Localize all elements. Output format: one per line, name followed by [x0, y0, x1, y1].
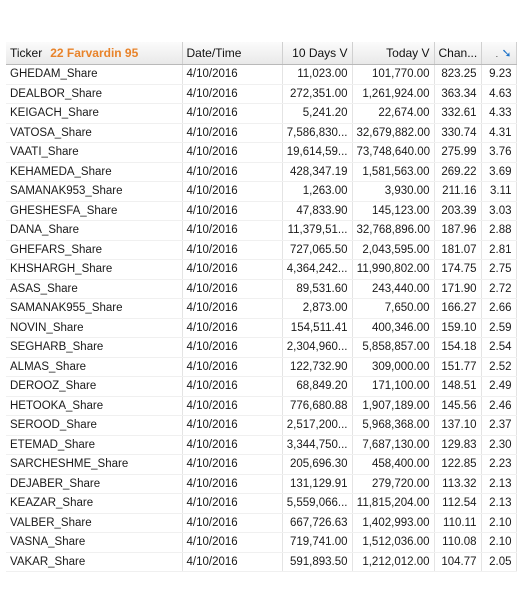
cell-change: 129.83 [434, 435, 481, 455]
cell-date: 4/10/2016 [182, 260, 282, 280]
cell-last: 9.23 [481, 65, 516, 85]
cell-change: 166.27 [434, 299, 481, 319]
cell-ticker: DEJABER_Share [6, 474, 182, 494]
cell-change: 823.25 [434, 65, 481, 85]
cell-ticker: KEAZAR_Share [6, 494, 182, 514]
column-header-change[interactable] [434, 42, 481, 65]
cell-date: 4/10/2016 [182, 357, 282, 377]
cell-date: 4/10/2016 [182, 435, 282, 455]
cell-ten-days-volume: 68,849.20 [282, 377, 352, 397]
cell-change: 122.85 [434, 455, 481, 475]
table-row[interactable] [6, 260, 516, 280]
cell-date: 4/10/2016 [182, 377, 282, 397]
cell-change: 174.75 [434, 260, 481, 280]
cell-change: 187.96 [434, 221, 481, 241]
cell-date: 4/10/2016 [182, 143, 282, 163]
cell-ticker: VALBER_Share [6, 513, 182, 533]
cell-ten-days-volume: 47,833.90 [282, 201, 352, 221]
table-row[interactable] [6, 299, 516, 319]
cell-ten-days-volume: 205,696.30 [282, 455, 352, 475]
cell-today-volume: 145,123.00 [352, 201, 434, 221]
column-header-ten-days-volume[interactable] [282, 42, 352, 65]
cell-ticker: GHEDAM_Share [6, 65, 182, 85]
cell-last: 4.31 [481, 123, 516, 143]
table-row[interactable] [6, 279, 516, 299]
cell-date: 4/10/2016 [182, 279, 282, 299]
cell-date: 4/10/2016 [182, 416, 282, 436]
cell-date: 4/10/2016 [182, 65, 282, 85]
cell-today-volume: 171,100.00 [352, 377, 434, 397]
cell-last: 2.13 [481, 494, 516, 514]
cell-change: 113.32 [434, 474, 481, 494]
cell-ten-days-volume: 11,379,51... [282, 221, 352, 241]
cell-ticker: SEGHARB_Share [6, 338, 182, 358]
cell-date: 4/10/2016 [182, 299, 282, 319]
table-row[interactable] [6, 221, 516, 241]
cell-ticker: VATOSA_Share [6, 123, 182, 143]
cell-last: 3.76 [481, 143, 516, 163]
ten-days-header-label: 10 Days V [292, 46, 348, 60]
cell-ticker: DEROOZ_Share [6, 377, 182, 397]
cell-ticker: ALMAS_Share [6, 357, 182, 377]
cell-today-volume: 22,674.00 [352, 104, 434, 124]
cell-ten-days-volume: 1,263.00 [282, 182, 352, 202]
cell-ticker: SAMANAK955_Share [6, 299, 182, 319]
cell-last: 2.23 [481, 455, 516, 475]
cell-today-volume: 1,581,563.00 [352, 162, 434, 182]
cell-last: 2.49 [481, 377, 516, 397]
cell-ten-days-volume: 428,347.19 [282, 162, 352, 182]
cell-today-volume: 309,000.00 [352, 357, 434, 377]
table-row[interactable] [6, 552, 516, 572]
table-row[interactable] [6, 104, 516, 124]
cell-today-volume: 1,261,924.00 [352, 84, 434, 104]
cell-today-volume: 73,748,640.00 [352, 143, 434, 163]
table-row[interactable] [6, 338, 516, 358]
cell-date: 4/10/2016 [182, 240, 282, 260]
cell-ticker: VAATI_Share [6, 143, 182, 163]
cell-today-volume: 458,400.00 [352, 455, 434, 475]
cell-change: 110.11 [434, 513, 481, 533]
column-header-ticker[interactable] [6, 42, 182, 65]
table-row[interactable] [6, 123, 516, 143]
cell-last: 3.03 [481, 201, 516, 221]
cell-ten-days-volume: 4,364,242... [282, 260, 352, 280]
table-row[interactable] [6, 143, 516, 163]
cell-ticker: GHESHESFA_Share [6, 201, 182, 221]
cell-last: 4.33 [481, 104, 516, 124]
cell-date: 4/10/2016 [182, 318, 282, 338]
cell-ten-days-volume: 122,732.90 [282, 357, 352, 377]
cell-today-volume: 2,043,595.00 [352, 240, 434, 260]
cell-ten-days-volume: 11,023.00 [282, 65, 352, 85]
cell-ticker: SARCHESHME_Share [6, 455, 182, 475]
cell-last: 2.05 [481, 552, 516, 572]
cell-date: 4/10/2016 [182, 162, 282, 182]
table-row[interactable] [6, 396, 516, 416]
cell-ten-days-volume: 719,741.00 [282, 533, 352, 553]
cell-date: 4/10/2016 [182, 182, 282, 202]
cell-last: 2.54 [481, 338, 516, 358]
cell-today-volume: 400,346.00 [352, 318, 434, 338]
cell-ticker: DEALBOR_Share [6, 84, 182, 104]
table-row[interactable] [6, 416, 516, 436]
table-row[interactable] [6, 357, 516, 377]
cell-today-volume: 7,687,130.00 [352, 435, 434, 455]
cell-ten-days-volume: 727,065.50 [282, 240, 352, 260]
cell-ticker: HETOOKA_Share [6, 396, 182, 416]
cell-date: 4/10/2016 [182, 533, 282, 553]
cell-ten-days-volume: 89,531.60 [282, 279, 352, 299]
column-header-today-volume[interactable] [352, 42, 434, 65]
cell-change: 151.77 [434, 357, 481, 377]
cell-last: 3.11 [481, 182, 516, 202]
cell-today-volume: 11,815,204.00 [352, 494, 434, 514]
cell-change: 171.90 [434, 279, 481, 299]
cell-today-volume: 1,212,012.00 [352, 552, 434, 572]
grid-header [6, 42, 516, 65]
cell-change: 332.61 [434, 104, 481, 124]
cell-last: 4.63 [481, 84, 516, 104]
cell-ticker: DANA_Share [6, 221, 182, 241]
cell-ticker: SEROOD_Share [6, 416, 182, 436]
cell-today-volume: 243,440.00 [352, 279, 434, 299]
cell-last: 2.46 [481, 396, 516, 416]
cell-change: 110.08 [434, 533, 481, 553]
cell-change: 363.34 [434, 84, 481, 104]
table-row[interactable] [6, 201, 516, 221]
table-row[interactable] [6, 377, 516, 397]
cell-today-volume: 1,512,036.00 [352, 533, 434, 553]
cell-change: 148.51 [434, 377, 481, 397]
cell-today-volume: 5,858,857.00 [352, 338, 434, 358]
cell-last: 2.72 [481, 279, 516, 299]
cell-date: 4/10/2016 [182, 455, 282, 475]
table-row[interactable] [6, 474, 516, 494]
cell-today-volume: 5,968,368.00 [352, 416, 434, 436]
cell-date: 4/10/2016 [182, 513, 282, 533]
cell-change: 159.10 [434, 318, 481, 338]
cell-ticker: KEIGACH_Share [6, 104, 182, 124]
cell-ten-days-volume: 2,873.00 [282, 299, 352, 319]
cell-ticker: KEHAMEDA_Share [6, 162, 182, 182]
ticker-header-label: Ticker [10, 46, 43, 60]
cell-ten-days-volume: 776,680.88 [282, 396, 352, 416]
cell-ten-days-volume: 7,586,830... [282, 123, 352, 143]
cell-change: 269.22 [434, 162, 481, 182]
cell-date: 4/10/2016 [182, 396, 282, 416]
change-header-label: Chan... [438, 46, 478, 60]
table-row[interactable] [6, 455, 516, 475]
cell-date: 4/10/2016 [182, 201, 282, 221]
cell-last: 3.69 [481, 162, 516, 182]
cell-ticker: SAMANAK953_Share [6, 182, 182, 202]
cell-change: 137.10 [434, 416, 481, 436]
cell-last: 2.10 [481, 533, 516, 553]
date-label: 22 Farvardin 95 [50, 46, 139, 60]
today-header-label: Today V [386, 46, 430, 60]
cell-ticker: ETEMAD_Share [6, 435, 182, 455]
cell-ticker: GHEFARS_Share [6, 240, 182, 260]
table-row[interactable] [6, 182, 516, 202]
cell-last: 2.30 [481, 435, 516, 455]
cell-ten-days-volume: 19,614,59... [282, 143, 352, 163]
cell-date: 4/10/2016 [182, 221, 282, 241]
cell-date: 4/10/2016 [182, 84, 282, 104]
refresh-arrow-icon: ➘ [501, 46, 512, 60]
cell-ten-days-volume: 5,559,066... [282, 494, 352, 514]
cell-ticker: VASNA_Share [6, 533, 182, 553]
cell-today-volume: 32,768,896.00 [352, 221, 434, 241]
cell-ticker: ASAS_Share [6, 279, 182, 299]
cell-change: 112.54 [434, 494, 481, 514]
table-row[interactable] [6, 494, 516, 514]
stock-grid [6, 42, 517, 572]
cell-change: 145.56 [434, 396, 481, 416]
cell-ten-days-volume: 5,241.20 [282, 104, 352, 124]
cell-last: 2.59 [481, 318, 516, 338]
grid-body [6, 65, 516, 572]
cell-ten-days-volume: 131,129.91 [282, 474, 352, 494]
cell-today-volume: 1,402,993.00 [352, 513, 434, 533]
cell-change: 181.07 [434, 240, 481, 260]
table-row[interactable] [6, 240, 516, 260]
table-row[interactable] [6, 65, 516, 85]
cell-change: 275.99 [434, 143, 481, 163]
cell-last: 2.75 [481, 260, 516, 280]
cell-ticker: VAKAR_Share [6, 552, 182, 572]
cell-today-volume: 7,650.00 [352, 299, 434, 319]
cell-ten-days-volume: 667,726.63 [282, 513, 352, 533]
sort-indicator-icon: . [495, 49, 499, 59]
table-row[interactable] [6, 513, 516, 533]
cell-ticker: NOVIN_Share [6, 318, 182, 338]
cell-today-volume: 279,720.00 [352, 474, 434, 494]
cell-today-volume: 101,770.00 [352, 65, 434, 85]
column-header-datetime[interactable] [182, 42, 282, 65]
cell-change: 330.74 [434, 123, 481, 143]
cell-change: 104.77 [434, 552, 481, 572]
table-row[interactable] [6, 318, 516, 338]
cell-date: 4/10/2016 [182, 123, 282, 143]
cell-last: 2.81 [481, 240, 516, 260]
cell-change: 211.16 [434, 182, 481, 202]
cell-ten-days-volume: 2,517,200... [282, 416, 352, 436]
cell-ten-days-volume: 3,344,750... [282, 435, 352, 455]
cell-change: 203.39 [434, 201, 481, 221]
cell-last: 2.66 [481, 299, 516, 319]
cell-last: 2.37 [481, 416, 516, 436]
column-header-last[interactable] [481, 42, 516, 65]
cell-date: 4/10/2016 [182, 474, 282, 494]
cell-date: 4/10/2016 [182, 552, 282, 572]
cell-last: 2.10 [481, 513, 516, 533]
datetime-header-label: Date/Time [186, 46, 242, 60]
table-row[interactable] [6, 435, 516, 455]
cell-last: 2.13 [481, 474, 516, 494]
cell-change: 154.18 [434, 338, 481, 358]
cell-last: 2.88 [481, 221, 516, 241]
cell-ten-days-volume: 272,351.00 [282, 84, 352, 104]
table-row[interactable] [6, 533, 516, 553]
cell-today-volume: 11,990,802.00 [352, 260, 434, 280]
cell-ten-days-volume: 2,304,960... [282, 338, 352, 358]
table-row[interactable] [6, 84, 516, 104]
table-row[interactable] [6, 162, 516, 182]
cell-date: 4/10/2016 [182, 338, 282, 358]
cell-ticker: KHSHARGH_Share [6, 260, 182, 280]
cell-date: 4/10/2016 [182, 494, 282, 514]
cell-today-volume: 3,930.00 [352, 182, 434, 202]
cell-last: 2.52 [481, 357, 516, 377]
cell-ten-days-volume: 591,893.50 [282, 552, 352, 572]
cell-ten-days-volume: 154,511.41 [282, 318, 352, 338]
cell-today-volume: 32,679,882.00 [352, 123, 434, 143]
cell-today-volume: 1,907,189.00 [352, 396, 434, 416]
cell-date: 4/10/2016 [182, 104, 282, 124]
